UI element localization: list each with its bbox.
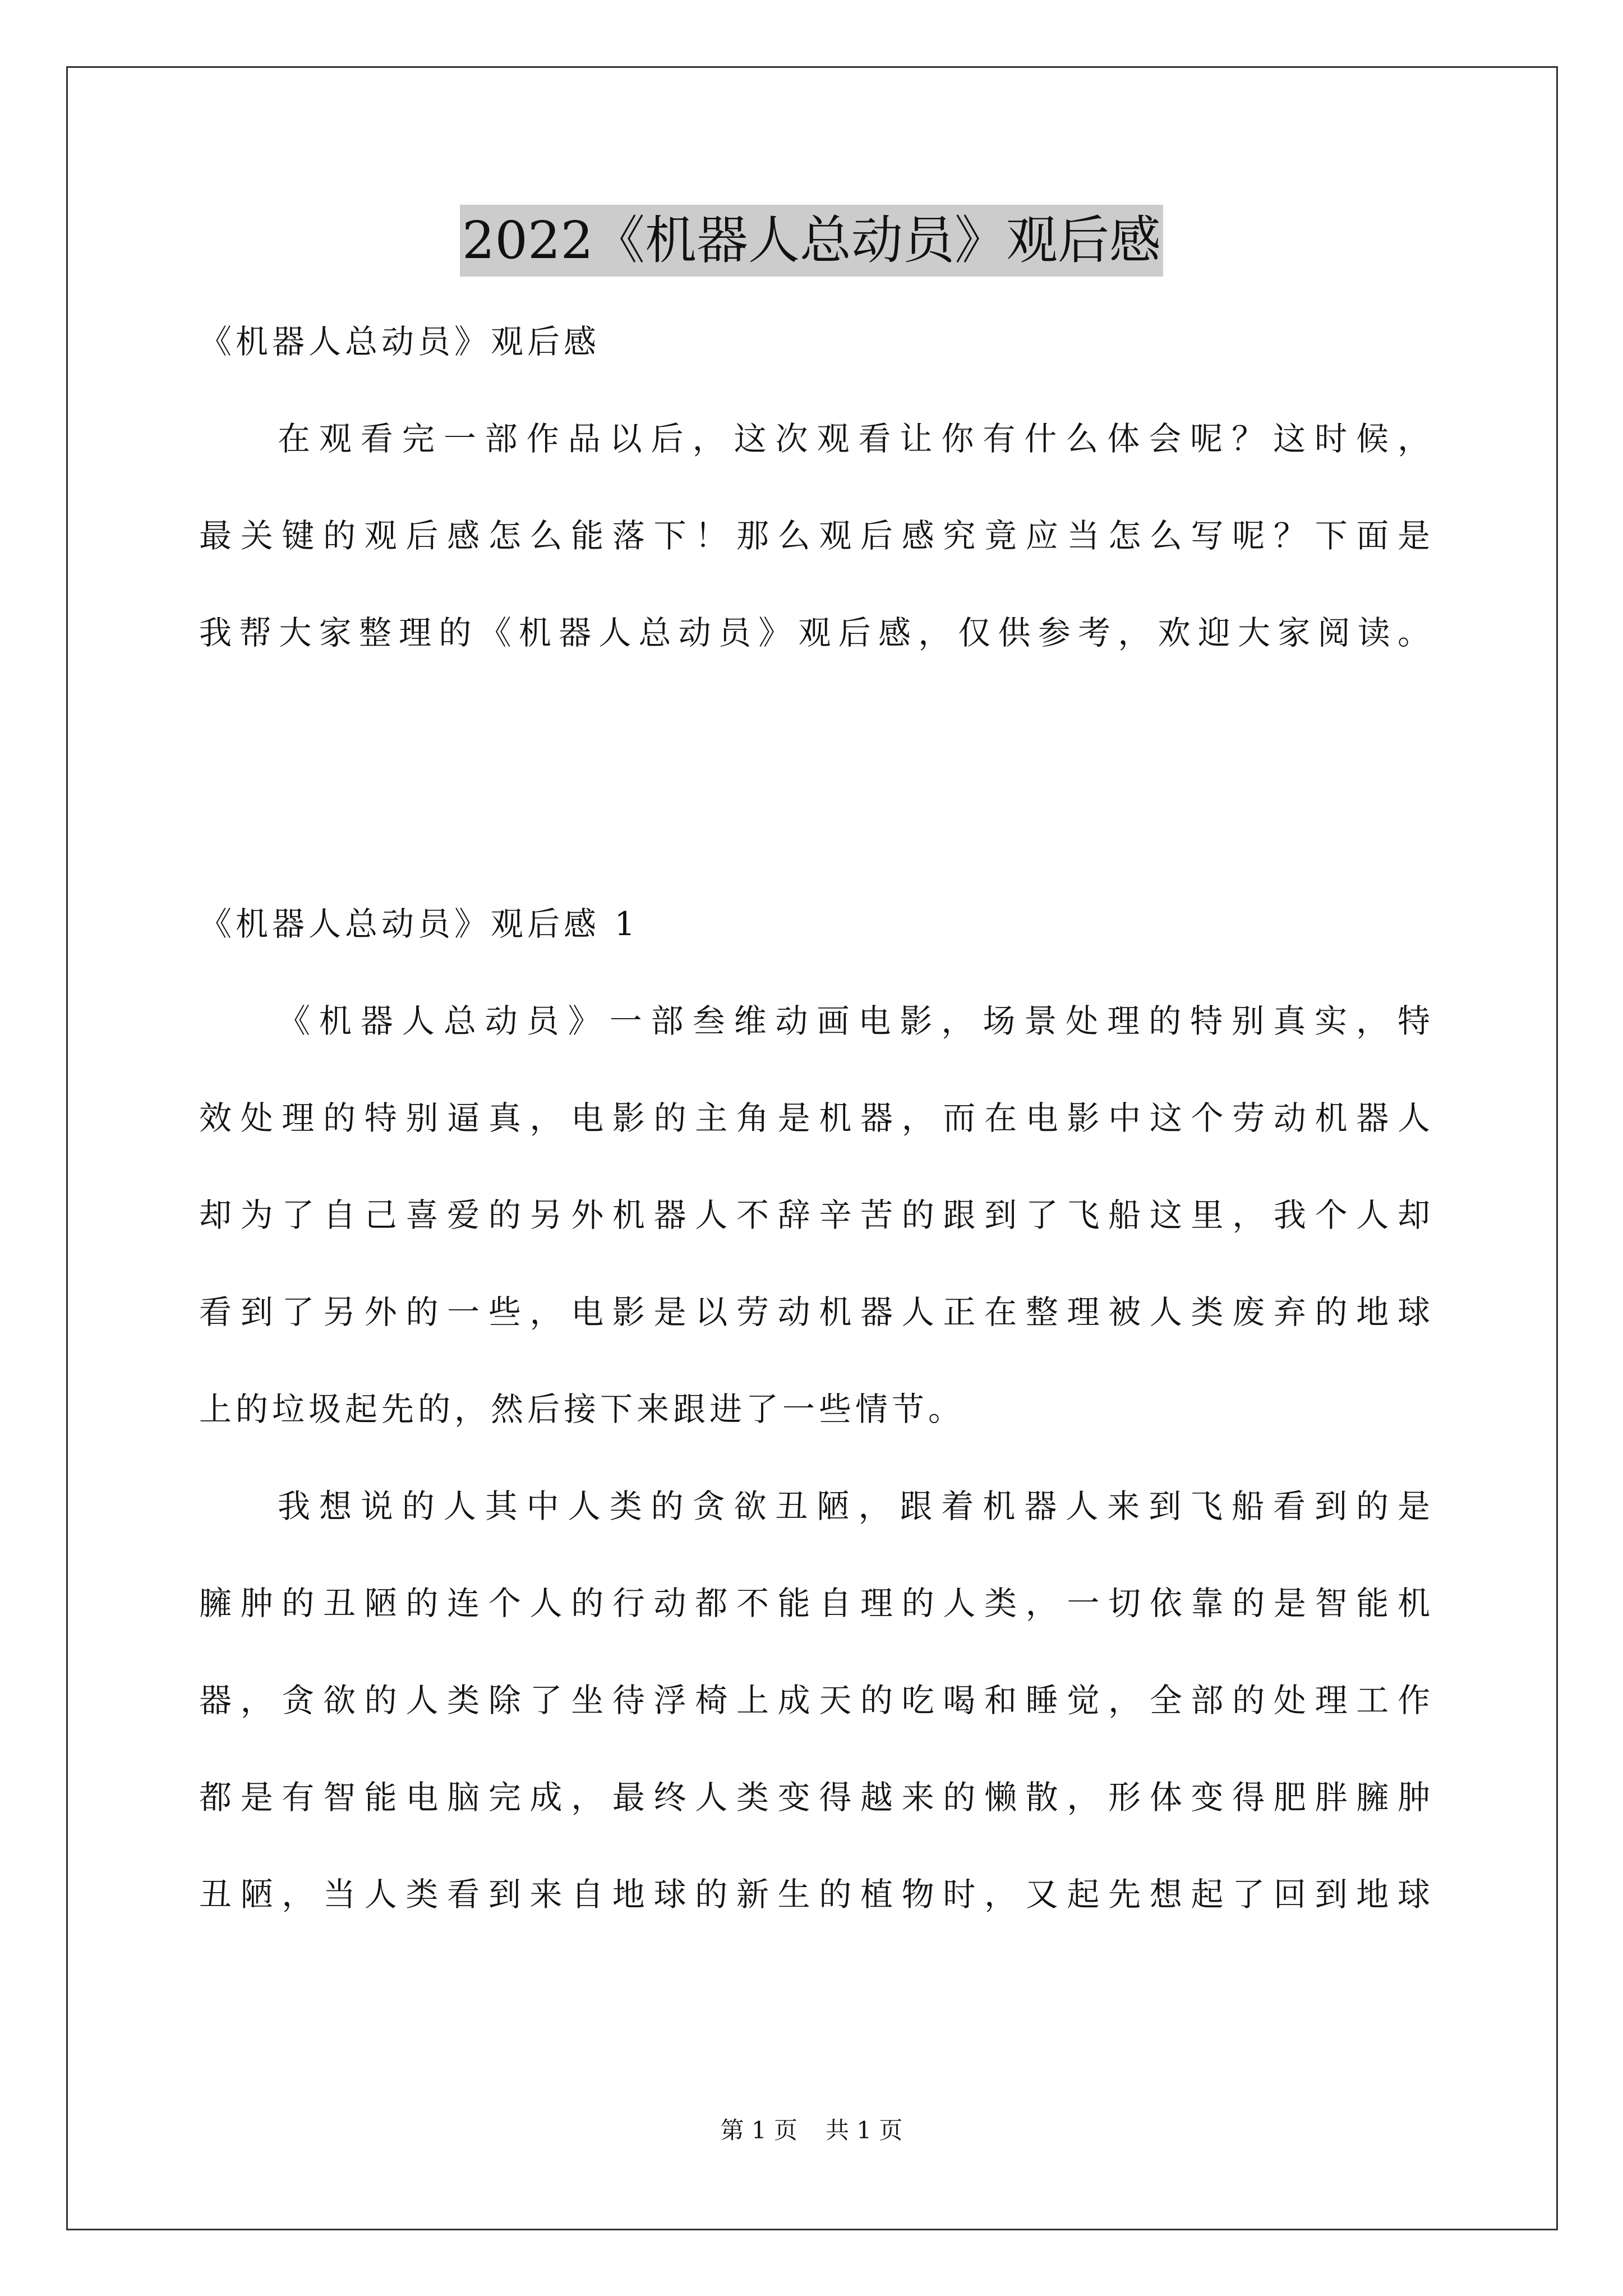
section-spacer bbox=[199, 704, 1430, 898]
paragraph-line: 看到了另外的一些，电影是以劳动机器人正在整理被人类废弃的地球 bbox=[199, 1293, 1430, 1331]
paragraph-line: 都是有智能电脑完成，最终人类变得越来的懒散，形体变得肥胖臃肿 bbox=[199, 1778, 1430, 1816]
page-footer bbox=[0, 2115, 1623, 2146]
document-title: 2022《机器人总动员》观后感 bbox=[460, 205, 1163, 277]
document-body bbox=[199, 316, 1430, 1966]
paragraph-line: 效处理的特别逼真，电影的主角是机器，而在电影中这个劳动机器人 bbox=[199, 1099, 1430, 1137]
page-number: 第 1 页 bbox=[720, 2116, 797, 2144]
paragraph-line: 丑陋，当人类看到来自地球的新生的植物时，又起先想起了回到地球 bbox=[199, 1875, 1430, 1913]
title-container bbox=[0, 205, 1623, 277]
paragraph-line: 臃肿的丑陋的连个人的行动都不能自理的人类，一切依靠的是智能机 bbox=[199, 1584, 1430, 1622]
intro-line: 我帮大家整理的《机器人总动员》观后感，仅供参考，欢迎大家阅读。 bbox=[199, 614, 1430, 652]
paragraph-line: 上的垃圾起先的，然后接下来跟进了一些情节。 bbox=[199, 1390, 965, 1428]
paragraph-line: 却为了自己喜爱的另外机器人不辞辛苦的跟到了飞船这里，我个人却 bbox=[199, 1196, 1430, 1234]
subtitle: 《机器人总动员》观后感 bbox=[199, 323, 601, 361]
intro-line: 最关键的观后感怎么能落下！那么观后感究竟应当怎么写呢？下面是 bbox=[199, 517, 1430, 555]
intro-line: 在观看完一部作品以后，这次观看让你有什么体会呢？这时候， bbox=[278, 420, 1430, 458]
paragraph-line: 《机器人总动员》一部叁维动画电影，场景处理的特别真实，特 bbox=[278, 1002, 1430, 1040]
page-total: 共 1 页 bbox=[826, 2116, 903, 2144]
section-heading: 《机器人总动员》观后感 1 bbox=[199, 905, 639, 943]
paragraph-line: 器，贪欲的人类除了坐待浮椅上成天的吃喝和睡觉，全部的处理工作 bbox=[199, 1681, 1430, 1719]
paragraph-line: 我想说的人其中人类的贪欲丑陋，跟着机器人来到飞船看到的是 bbox=[278, 1487, 1430, 1525]
